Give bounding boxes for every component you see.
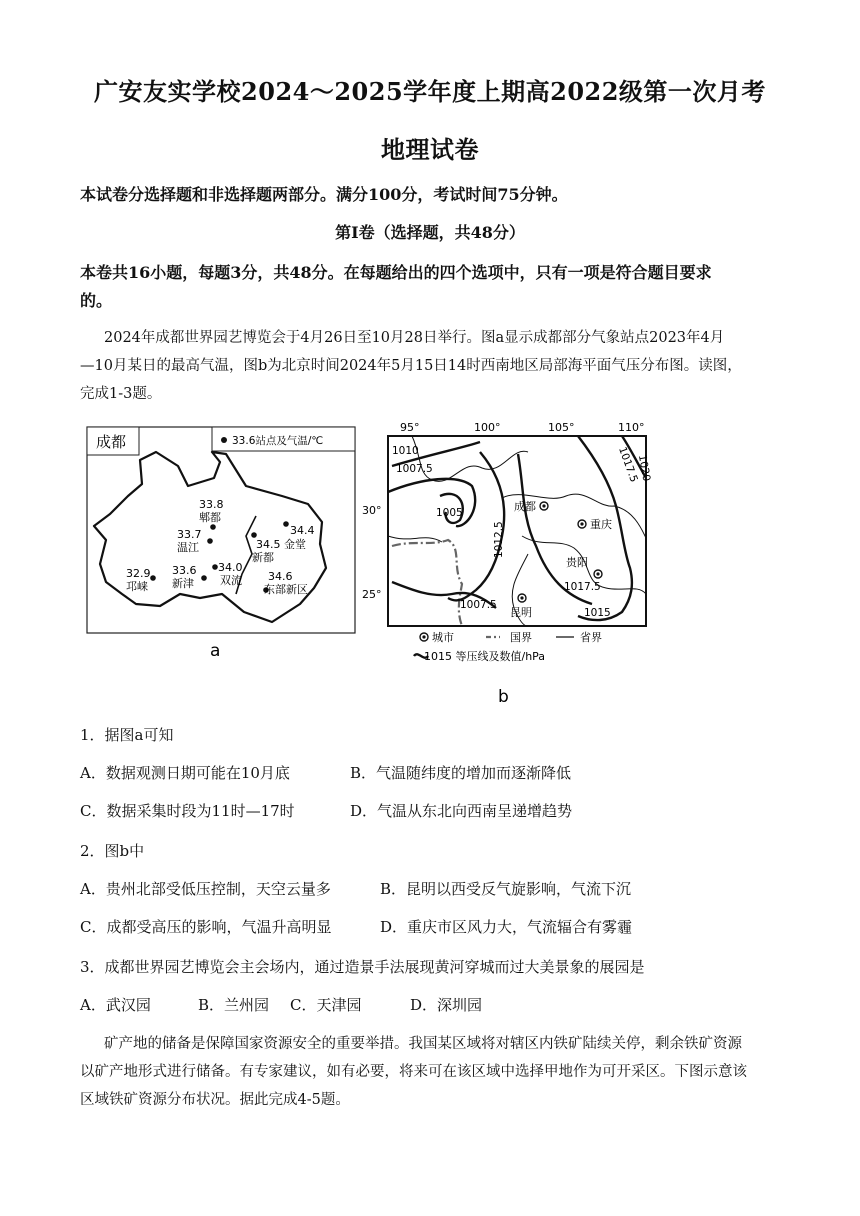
svg-text:贵阳: 贵阳 (566, 556, 588, 569)
svg-text:32.9: 32.9 (126, 567, 151, 580)
legend-border: 国界 (510, 631, 532, 644)
passage1-line2: —10月某日的最高气温，图b为北京时间2024年5月15日14时西南地区局部海平面气压分布图。读图， (80, 358, 742, 374)
q2-option-b: B．昆明以西受反气旋影响，气流下沉 (380, 880, 632, 898)
exam-intro: 本试卷分选择题和非选择题两部分。满分100分，考试时间75分钟。 (80, 185, 568, 204)
passage1-line1: 2024年成都世界园艺博览会于4月26日至10月28日举行。图a显示成都部分气象站点2023年4月 (104, 330, 725, 346)
legend-city: 城市 (432, 631, 454, 644)
svg-text:郫都: 郫都 (199, 511, 221, 524)
svg-text:新都: 新都 (252, 551, 274, 564)
lon-110: 110° (618, 421, 645, 434)
svg-text:东部新区: 东部新区 (264, 583, 308, 596)
q2-option-c: C．成都受高压的影响，气温升高明显 (80, 918, 332, 936)
q3-option-c: C．天津园 (290, 996, 362, 1014)
svg-text:昆明: 昆明 (510, 606, 532, 619)
svg-text:邛崃: 邛崃 (126, 580, 148, 593)
lon-95: 95° (400, 421, 420, 434)
isobar-1020: 1020 (635, 453, 652, 483)
isobar-1012-5: 1012.5 (493, 521, 505, 558)
map-a-legend: 33.6站点及气温/℃ (232, 435, 324, 447)
exam-subtitle: 地理试卷 (381, 135, 479, 164)
svg-text:34.4: 34.4 (290, 524, 315, 537)
q1-option-c: C．数据采集时段为11时—17时 (80, 802, 295, 820)
svg-text:33.7: 33.7 (177, 528, 202, 541)
section-instruction-1: 本卷共16小题，每题3分，共48分。在每题给出的四个选项中，只有一项是符合题目要求 (80, 263, 712, 282)
q3-option-d: D．深圳园 (410, 996, 483, 1014)
svg-text:新津: 新津 (172, 577, 194, 590)
passage2-line1: 矿产地的储备是保障国家资源安全的重要举措。我国某区域将对辖区内铁矿陆续关停，剩余铁矿资源 (104, 1036, 742, 1052)
svg-text:34.0: 34.0 (218, 561, 243, 574)
q3-stem: 3．成都世界园艺博览会主会场内，通过造景手法展现黄河穿城而过大美景象的展园是 (80, 958, 645, 976)
map-b-caption: b (498, 687, 509, 707)
svg-text:34.5: 34.5 (256, 538, 281, 551)
q2-option-d: D．重庆市区风力大，气流辐合有雾霾 (380, 918, 633, 936)
isobar-1005: 1005 (436, 507, 463, 519)
isobar-1007-5b: 1007.5 (460, 599, 497, 611)
map-a-title: 成都 (96, 433, 127, 451)
isobar-1015: 1015 (584, 607, 611, 619)
isobar-1010: 1010 (392, 445, 419, 457)
q2-option-a: A．贵州北部受低压控制，天空云量多 (80, 880, 331, 898)
svg-text:34.6: 34.6 (268, 570, 293, 583)
q1-option-a: A．数据观测日期可能在10月底 (80, 764, 290, 782)
lat-25: 25° (362, 588, 382, 601)
svg-text:金堂: 金堂 (284, 538, 306, 551)
map-a-caption: a (210, 641, 221, 661)
passage2-line2: 以矿产地形式进行储备。有专家建议，如有必要，将来可在该区域中选择甲地作为可开采区。下图示意该 (80, 1064, 747, 1080)
svg-text:重庆: 重庆 (590, 518, 612, 531)
lon-105: 105° (548, 421, 575, 434)
q1-stem: 1．据图a可知 (80, 726, 174, 744)
legend-province: 省界 (580, 631, 602, 644)
q1-option-d: D．气温从东北向西南呈递增趋势 (350, 802, 573, 820)
map-b (352, 418, 652, 708)
legend-isobar: 1015 等压线及数值/hPa (424, 650, 546, 663)
passage1-line3: 完成1-3题。 (80, 386, 162, 402)
section-title: 第Ⅰ卷（选择题，共48分） (335, 223, 525, 242)
svg-text:成都: 成都 (514, 500, 536, 513)
legend-dot (221, 437, 227, 443)
svg-text:温江: 温江 (177, 541, 199, 554)
isobar-1017-5b: 1017.5 (564, 581, 601, 593)
isobar-1017-5a: 1017.5 (616, 445, 640, 484)
q3-option-a: A．武汉园 (80, 996, 151, 1014)
exam-title: 广安友实学校2024～2025学年度上期高2022级第一次月考 (94, 77, 766, 106)
section-instruction-2: 的。 (80, 291, 113, 310)
q2-stem: 2．图b中 (80, 842, 145, 860)
q3-option-b: B．兰州园 (198, 996, 270, 1014)
map-a (86, 426, 358, 666)
svg-text:双流: 双流 (220, 574, 242, 587)
svg-text:33.6: 33.6 (172, 564, 197, 577)
passage2-line3: 区域铁矿资源分布状况。据此完成4-5题。 (80, 1092, 350, 1108)
map-b-legend (414, 630, 602, 663)
svg-text:33.8: 33.8 (199, 498, 224, 511)
lon-100: 100° (474, 421, 501, 434)
q1-option-b: B．气温随纬度的增加而逐渐降低 (350, 764, 572, 782)
lat-30: 30° (362, 504, 382, 517)
isobar-1007-5a: 1007.5 (396, 463, 433, 475)
